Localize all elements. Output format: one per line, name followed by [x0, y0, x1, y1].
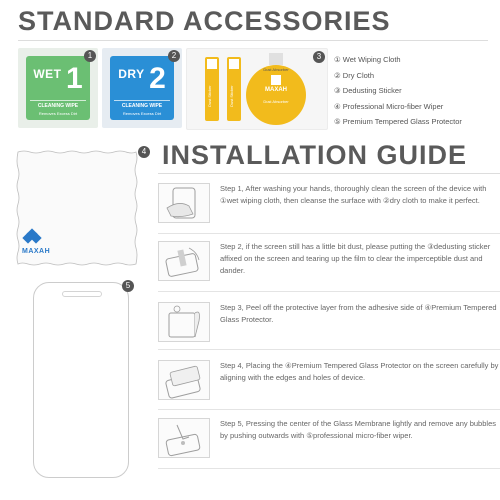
- cloth-brand: MAXAH: [22, 248, 51, 255]
- dry-wipe-word: DRY: [118, 67, 145, 81]
- hand-wipe-icon: [159, 184, 209, 222]
- step-divider: [158, 409, 500, 410]
- step-3-image: [158, 302, 210, 342]
- tempered-glass-outline: [33, 282, 129, 478]
- accessories-list: [334, 52, 500, 130]
- title-divider: [18, 40, 488, 41]
- step-divider: [158, 233, 500, 234]
- maxah-mini-logo: [271, 75, 281, 85]
- step-2-image: [158, 241, 210, 281]
- badge-4: 4: [138, 146, 150, 158]
- wet-wipe-word: WET: [33, 67, 62, 81]
- badge-2: 2: [168, 50, 180, 62]
- step-5-image: [158, 418, 210, 458]
- step-3-text: Step 3, Peel off the protective layer from the adhesive side of ④Premium Tempered Glass Protector.: [220, 303, 497, 324]
- accessory-item: ⑤ Premium Tempered Glass Protector: [334, 117, 462, 126]
- sticker-apply-icon: [159, 242, 209, 280]
- badge-3: 3: [313, 51, 325, 63]
- dry-wipe-pack: [110, 56, 174, 120]
- guide-divider: [158, 173, 500, 174]
- accessory-item: ③ Dedusting Sticker: [334, 86, 402, 95]
- dry-wipe-sub2: Removes Excess Dirt: [122, 111, 162, 116]
- badge-5: 5: [122, 280, 134, 292]
- accessory-item: ① Wet Wiping Cloth: [334, 55, 401, 64]
- absorber-brand: MAXAH: [265, 87, 287, 93]
- absorber-bottom-label: Dust Absorber: [263, 99, 289, 104]
- step-1-image: [158, 183, 210, 223]
- dedusting-sticker-card: [186, 48, 328, 130]
- absorber-top-label: Dust Absorber: [263, 67, 289, 72]
- standard-accessories-title: STANDARD ACCESSORIES: [18, 6, 391, 36]
- peel-film-icon: [159, 303, 209, 341]
- wet-wipe-card: [18, 48, 98, 128]
- align-glass-icon: [159, 361, 209, 399]
- wet-wipe-sub2: Removes Excess Dirt: [38, 111, 78, 116]
- badge-1: 1: [84, 50, 96, 62]
- microfiber-cloth: [14, 147, 147, 268]
- accessory-item: ④ Professional Micro-fiber Wiper: [334, 101, 444, 111]
- step-divider: [158, 291, 500, 292]
- dry-wipe-card: [102, 48, 182, 128]
- strip-2-label: Dust Sticker: [229, 85, 234, 107]
- press-glass-icon: [159, 419, 209, 457]
- step-divider: [158, 468, 500, 469]
- strip-1-label: Dust Sticker: [207, 85, 212, 107]
- wet-wipe-number: 1: [65, 62, 83, 95]
- dust-absorber-sticker: [246, 65, 306, 125]
- dry-wipe-number: 2: [149, 62, 166, 95]
- wet-wipe-pack: [26, 56, 90, 120]
- wet-wipe-sub: CLEANING WIPE: [30, 100, 86, 109]
- step-2-text: Step 2, if the screen still has a little bit dust, please putting the ③dedusting sticker affixed on the screen and tearing up the film to clear the imperceptible dust and dander.: [220, 242, 491, 275]
- step-4-image: [158, 360, 210, 400]
- accessory-item: ② Dry Cloth: [334, 70, 375, 80]
- step-1-text: Step 1, After washing your hands, thoroughly clean the screen of the device with ①wet wiping cloth, then cleanse the surface with ②dry cloth to make it perfect.: [220, 184, 487, 205]
- dry-wipe-sub: CLEANING WIPE: [114, 100, 170, 109]
- installation-guide-title: INSTALLATION GUIDE: [162, 140, 467, 170]
- step-5-text: Step 5, Pressing the center of the Glass Membrane lightly and remove any bubbles by pushing outwards with ⑤professional micro-fiber wiper.: [220, 419, 496, 440]
- step-divider: [158, 349, 500, 350]
- step-4-text: Step 4, Placing the ④Premium Tempered Glass Protector on the screen carefully by aligning with the edges and holes of device.: [220, 361, 499, 382]
- speaker-slot: [62, 291, 102, 297]
